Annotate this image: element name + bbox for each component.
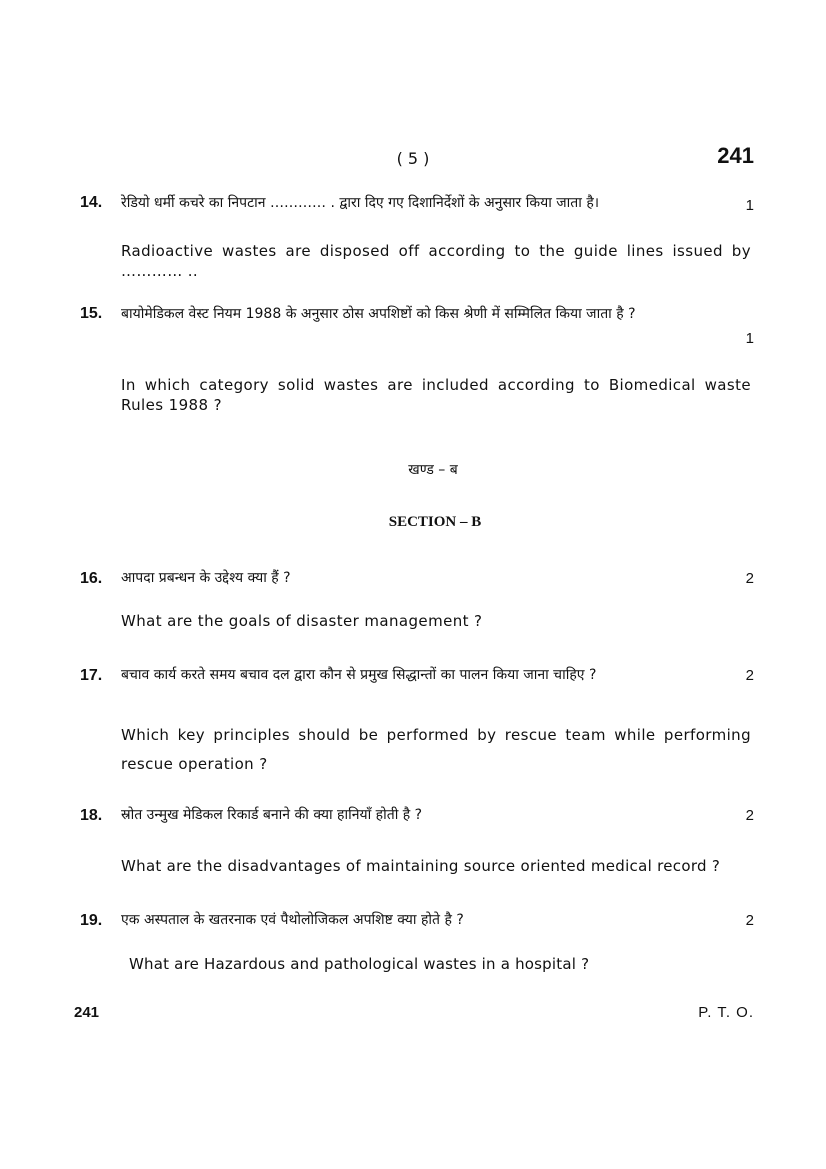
question-number: 19. <box>80 912 103 929</box>
paper-code: 241 <box>717 143 754 168</box>
page-number: ( 5 ) <box>396 149 430 168</box>
question-text-hindi: बचाव कार्य करते समय बचाव दल द्वारा कौन से प्रमुख सिद्धान्तों का पालन किया जाना चाहिए ? <box>121 667 597 683</box>
question-text-hindi: रेडियो धर्मी कचरे का निपटान ………… . द्वारा दिए गए दिशानिर्देशों के अनुसार किया जाता है। <box>121 195 600 211</box>
question-text-english: What are Hazardous and pathological wastes in a hospital ? <box>129 955 590 973</box>
question-text-english: What are the goals of disaster management ? <box>121 612 483 630</box>
footer-pto: P. T. O. <box>698 1004 754 1021</box>
question-marks: 2 <box>745 807 754 824</box>
question-text-hindi: बायोमेडिकल वेस्ट नियम 1988 के अनुसार ठोस अपशिष्टों को किस श्रेणी में सम्मिलित किया जाता है ? <box>121 306 636 322</box>
footer-paper-code: 241 <box>74 1004 100 1021</box>
question-marks: 1 <box>745 197 754 214</box>
question-marks: 2 <box>745 667 754 684</box>
question-text-hindi: स्रोत उन्मुख मेडिकल रिकार्ड बनाने की क्या हानियाँ होती है ? <box>121 807 423 823</box>
question-text-english: What are the disadvantages of maintaining source oriented medical record ? <box>121 857 721 875</box>
question-number: 17. <box>80 667 103 684</box>
question-number: 16. <box>80 570 103 587</box>
question-text-english: Which key principles should be performed by rescue team while performing rescue operation ? <box>121 726 751 773</box>
question-text-hindi: आपदा प्रबन्धन के उद्देश्य क्या हैं ? <box>121 570 291 586</box>
section-heading: SECTION – B <box>388 514 482 530</box>
question-number: 18. <box>80 807 103 824</box>
question-marks: 1 <box>745 330 754 347</box>
question-text-english: Radioactive wastes are disposed off according to the guide lines issued by ………… .. <box>121 242 751 280</box>
question-marks: 2 <box>745 912 754 929</box>
question-text-english: In which category solid wastes are included according to Biomedical waste Rules 1988 ? <box>121 376 751 414</box>
question-number: 15. <box>80 305 103 322</box>
question-number: 14. <box>80 194 103 211</box>
question-text-hindi: एक अस्पताल के खतरनाक एवं पैथोलोजिकल अपशिष्ट क्या होते है ? <box>121 912 464 928</box>
question-marks: 2 <box>745 570 754 587</box>
section-heading-hindi: खण्ड – ब <box>408 462 458 478</box>
